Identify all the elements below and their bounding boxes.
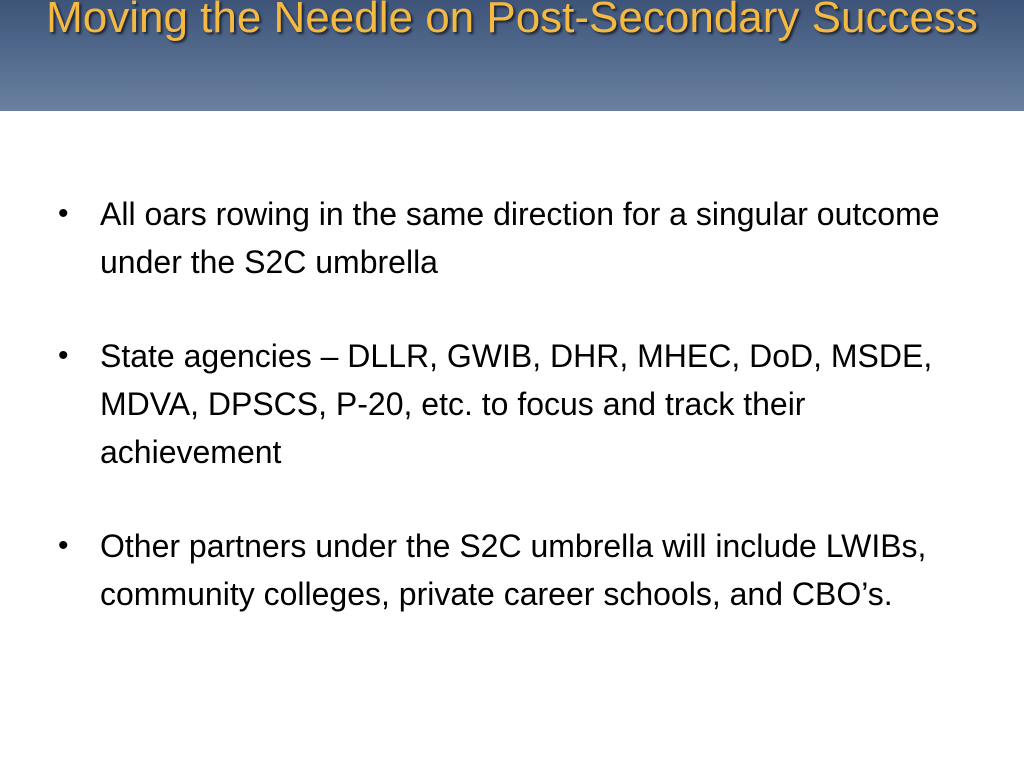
- slide-title: Moving the Needle on Post-Secondary Success: [46, 0, 978, 42]
- bullet-icon: •: [58, 197, 69, 230]
- bullet-item: [58, 522, 978, 618]
- bullet-text: All oars rowing in the same direction for a singular outcome under the S2C umbrella: [100, 196, 940, 280]
- bullet-item: [58, 190, 978, 286]
- bullet-icon: •: [58, 339, 69, 372]
- bullet-list: [58, 190, 978, 664]
- bullet-icon: •: [58, 529, 69, 562]
- bullet-item: [58, 332, 978, 476]
- bullet-text: State agencies – DLLR, GWIB, DHR, MHEC, DoD, MSDE, MDVA, DPSCS, P-20, etc. to focus and track their achievement: [100, 338, 933, 470]
- bullet-text: Other partners under the S2C umbrella will include LWIBs, community colleges, private career schools, and CBO’s.: [100, 528, 927, 612]
